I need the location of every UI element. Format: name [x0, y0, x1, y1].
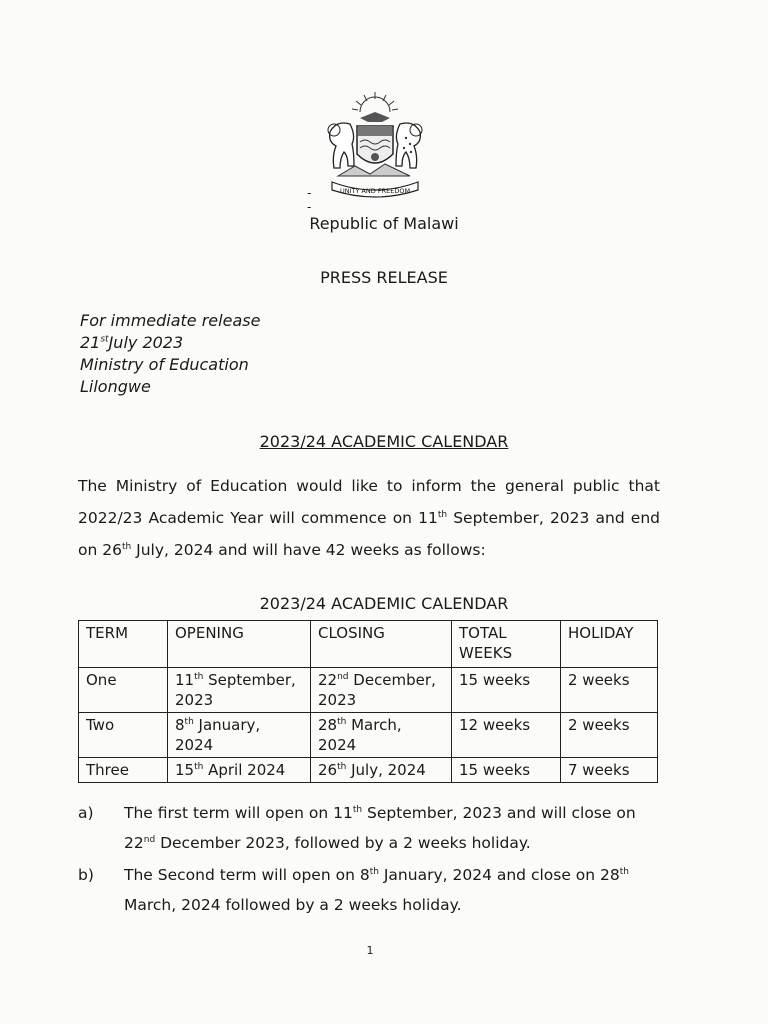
- term-details-list: [78, 798, 660, 922]
- page-title: 2023/24 ACADEMIC CALENDAR: [259, 432, 509, 451]
- country-name: Republic of Malawi: [309, 214, 459, 233]
- dash-mark: - -: [307, 186, 312, 214]
- cell-closing: 28th March, 2024: [311, 713, 452, 758]
- cell-term: Three: [79, 758, 168, 783]
- list-item: b) The Second term will open on 8th January, 2024 and close on 28th March, 2024 followed by a 2 weeks holiday.: [78, 860, 660, 920]
- header-total-weeks: TOTAL WEEKS: [452, 621, 561, 668]
- cell-term: One: [79, 668, 168, 713]
- release-city: Lilongwe: [80, 377, 151, 396]
- release-ministry: Ministry of Education: [80, 355, 249, 374]
- cell-opening: 8th January, 2024: [168, 713, 311, 758]
- table-row: [79, 668, 658, 713]
- release-date: 21stJuly 2023: [80, 333, 184, 352]
- cell-holiday: 2 weeks: [561, 668, 658, 713]
- crest-motto: UNITY AND FREEDOM: [339, 187, 411, 195]
- header-closing: CLOSING: [311, 621, 452, 668]
- table-row: [79, 758, 658, 783]
- table-caption: 2023/24 ACADEMIC CALENDAR: [259, 594, 509, 613]
- cell-closing: 26th July, 2024: [311, 758, 452, 783]
- cell-term: Two: [79, 713, 168, 758]
- document-type: PRESS RELEASE: [320, 268, 448, 287]
- cell-holiday: 2 weeks: [561, 713, 658, 758]
- academic-calendar-table: [78, 620, 658, 783]
- cell-total-weeks: 12 weeks: [452, 713, 561, 758]
- list-item: a) The first term will open on 11th September, 2023 and will close on 22nd December 2023, followed by a 2 weeks holiday.: [78, 798, 660, 858]
- cell-holiday: 7 weeks: [561, 758, 658, 783]
- header-term: TERM: [79, 621, 168, 668]
- release-line: For immediate release: [80, 311, 261, 330]
- intro-paragraph: The Ministry of Education would like to inform the general public that 2022/23 Academic Year will commence on 11th September, 2023 and end on 26th July, 2024 and will have 42 weeks as follows:: [78, 477, 660, 559]
- cell-total-weeks: 15 weeks: [452, 758, 561, 783]
- page-number: 1: [366, 944, 374, 957]
- coat-of-arms-emblem: [310, 90, 440, 202]
- cell-closing: 22nd December, 2023: [311, 668, 452, 713]
- list-marker: b): [78, 866, 94, 884]
- cell-opening: 15th April 2024: [168, 758, 311, 783]
- cell-total-weeks: 15 weeks: [452, 668, 561, 713]
- release-info: [80, 310, 260, 398]
- header-opening: OPENING: [168, 621, 311, 668]
- list-marker: a): [78, 804, 94, 822]
- cell-opening: 11th September, 2023: [168, 668, 311, 713]
- header-holiday: HOLIDAY: [561, 621, 658, 668]
- table-row: [79, 713, 658, 758]
- table-header-row: [79, 621, 658, 668]
